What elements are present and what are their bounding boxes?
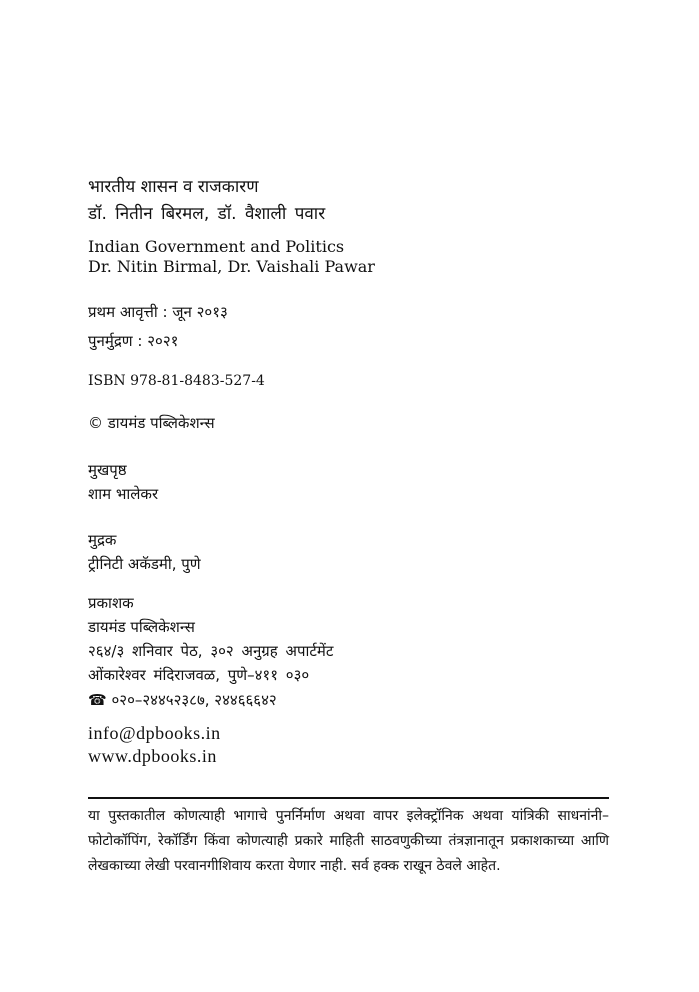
printer-label: मुद्रक <box>88 531 117 549</box>
phone-line <box>88 690 277 710</box>
book-title-marathi: भारतीय शासन व राजकारण <box>88 177 259 197</box>
authors-english: Dr. Nitin Birmal, Dr. Vaishali Pawar <box>88 257 375 276</box>
phone-number: ०२०–२४४५२३८७, २४४६६६४२ <box>111 691 277 709</box>
isbn: ISBN 978-81-8483-527-4 <box>88 373 265 389</box>
book-title-english: Indian Government and Politics <box>88 237 345 256</box>
website-link[interactable]: www.dpbooks.in <box>88 746 217 766</box>
cover-label: मुखपृष्ठ <box>88 461 127 479</box>
address-line-2: ओंकारेश्वर मंदिराजवळ, पुणे–४११ ०३० <box>88 666 310 684</box>
email-link[interactable]: info@dpbooks.in <box>88 723 221 743</box>
first-edition: प्रथम आवृत्ती : जून २०१३ <box>88 303 228 321</box>
publisher-label: प्रकाशक <box>88 594 134 612</box>
cover-artist: शाम भालेकर <box>88 485 159 503</box>
printer: ट्रीनिटी अकॅडमी, पुणे <box>88 555 201 573</box>
rights-notice: या पुस्तकातील कोणत्याही भागाचे पुनर्निर्माण अथवा वापर इलेक्ट्रॉनिक अथवा यांत्रिकी साधनांनी– फोटोकॉपिंग, रेकॉर्डिंग किंवा कोणत्याही प्रकारे माहिती साठवणुकीच्या तंत्रज्ञानातून प्रकाशकाच्या आणि लेखकाच्या लेखी परवानगीशिवाय करता येणार नाही. सर्व हक्क राखून ठेवले आहेत. <box>88 808 609 874</box>
address-line-1: २६४/३ शनिवार पेठ, ३०२ अनुग्रह अपार्टमेंट <box>88 642 334 660</box>
phone-icon: ☎ <box>88 691 107 709</box>
publisher: डायमंड पब्लिकेशन्स <box>88 618 195 636</box>
divider <box>88 797 609 799</box>
authors-marathi: डॉ. नितीन बिरमल, डॉ. वैशाली पवार <box>88 204 326 224</box>
copyright: © डायमंड पब्लिकेशन्स <box>88 414 215 432</box>
reprint: पुनर्मुद्रण : २०२१ <box>88 332 179 350</box>
